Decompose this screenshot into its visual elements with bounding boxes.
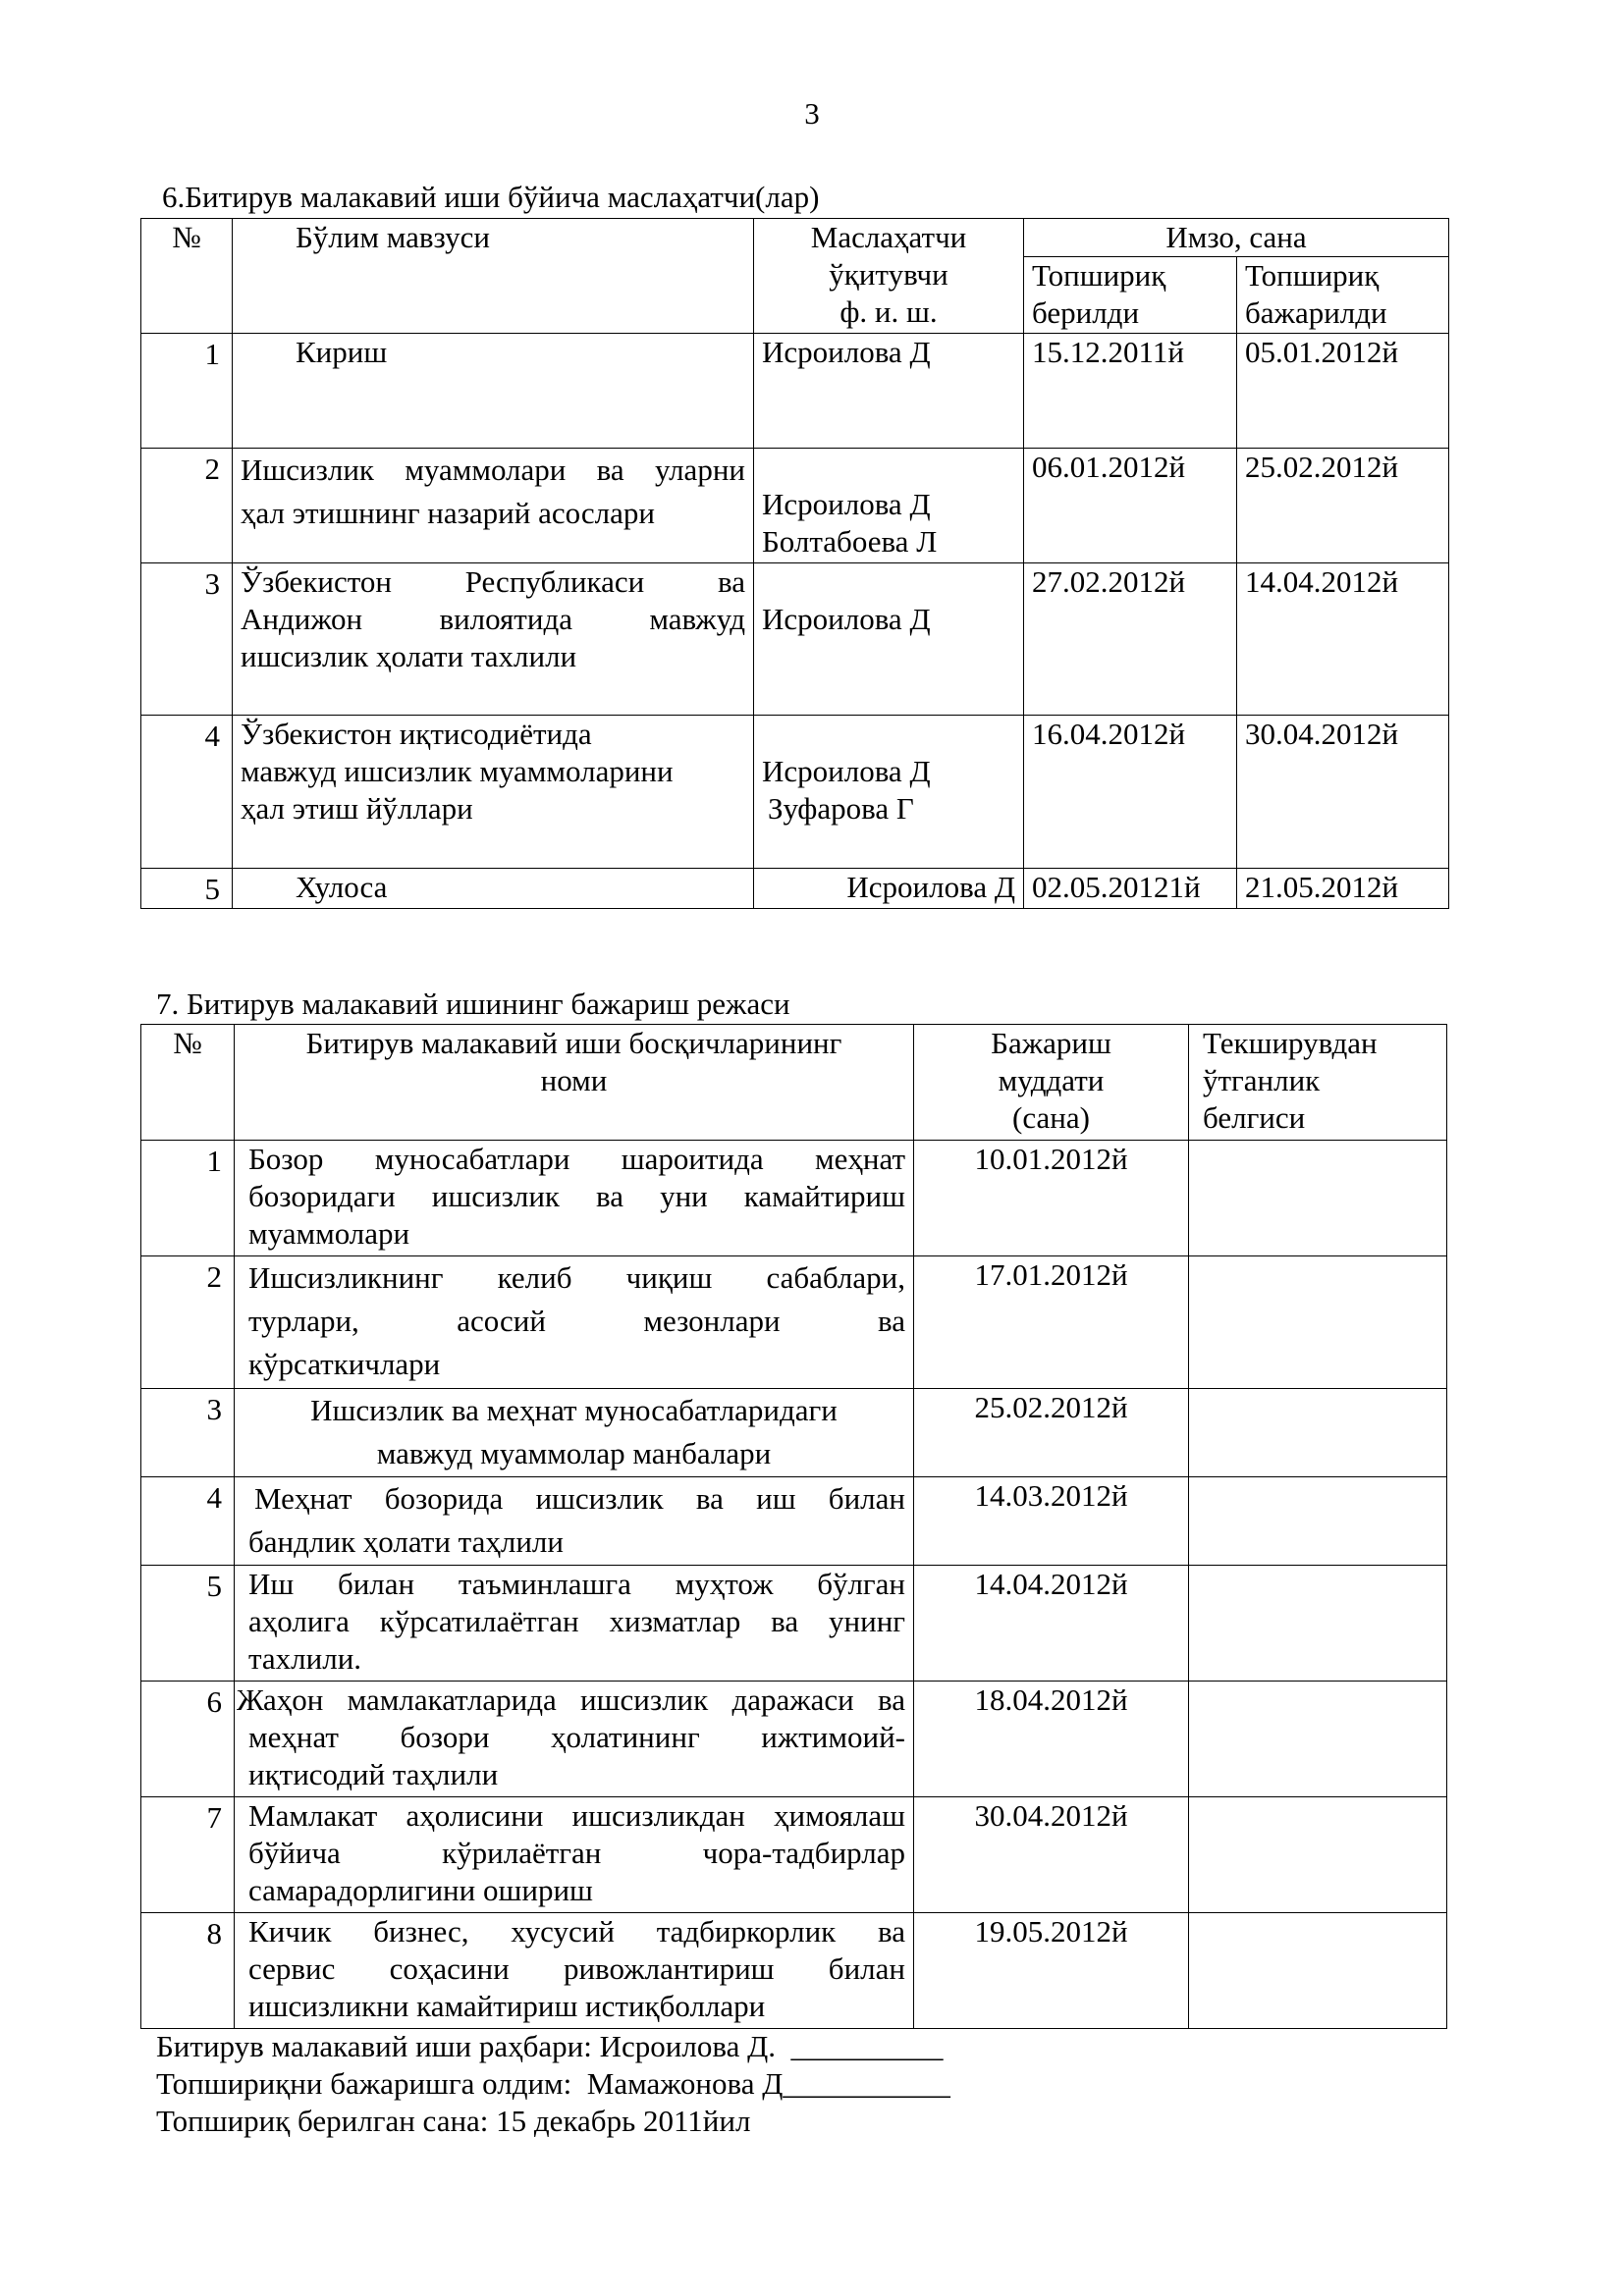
header-check: Текширувдан ўтганлик белгиси bbox=[1189, 1025, 1447, 1141]
header-signature: Имзо, сана bbox=[1024, 219, 1449, 257]
row-num: 8 bbox=[141, 1913, 235, 2029]
header-topic: Бўлим мавзуси bbox=[233, 219, 754, 334]
section-6-title: 6.Битирув малакавий иши бўйича маслаҳатчи(лар) bbox=[162, 180, 820, 214]
header-stage: Битирув малакавий иши босқичларининг номи bbox=[235, 1025, 914, 1141]
row-num: 6 bbox=[141, 1682, 235, 1797]
header-completed: Топшириқ бажарилди bbox=[1237, 257, 1449, 334]
table-row bbox=[141, 1566, 1447, 1682]
table-row bbox=[141, 1256, 1447, 1389]
row-topic: Хулоса bbox=[233, 869, 754, 909]
row-completed: 05.01.2012й bbox=[1237, 334, 1449, 449]
row-given: 16.04.2012й bbox=[1024, 716, 1237, 869]
row-num: 1 bbox=[141, 334, 233, 449]
row-stage: Ишсизликнинг келиб чиқиш сабаблари, турлари, асосий мезонлари ва кўрсаткичлари bbox=[235, 1256, 914, 1389]
row-check bbox=[1189, 1256, 1447, 1389]
row-deadline: 14.04.2012й bbox=[914, 1566, 1189, 1682]
accepted-line: Топшириқни бажаришга олдим: Мамажонова Д___________ bbox=[156, 2066, 950, 2101]
page-number: 3 bbox=[804, 96, 820, 131]
row-advisor: Исроилова Д bbox=[754, 334, 1024, 449]
row-advisor: Исроилова Д bbox=[754, 563, 1024, 716]
row-num: 5 bbox=[141, 869, 233, 909]
table-row bbox=[141, 334, 1449, 449]
row-completed: 21.05.2012й bbox=[1237, 869, 1449, 909]
row-check bbox=[1189, 1389, 1447, 1477]
row-topic: Кириш bbox=[233, 334, 754, 449]
row-advisor: Исроилова Д Болтабоева Л bbox=[754, 449, 1024, 563]
row-check bbox=[1189, 1913, 1447, 2029]
row-deadline: 14.03.2012й bbox=[914, 1477, 1189, 1566]
table-row bbox=[141, 1797, 1447, 1913]
table-row bbox=[141, 869, 1449, 909]
row-num: 2 bbox=[141, 449, 233, 563]
row-advisor: Исроилова Д Зуфарова Г bbox=[754, 716, 1024, 869]
row-num: 4 bbox=[141, 716, 233, 869]
row-completed: 30.04.2012й bbox=[1237, 716, 1449, 869]
row-stage: Кичик бизнес, хусусий тадбиркорлик ва сервис соҳасини ривожлантириш билан ишсизликни камайтириш истиқболлари bbox=[235, 1913, 914, 2029]
table-row bbox=[141, 716, 1449, 869]
row-given: 27.02.2012й bbox=[1024, 563, 1237, 716]
row-topic: Ўзбекистон Республикаси ва Андижон вилоятида мавжуд ишсизлик ҳолати тахлили bbox=[233, 563, 754, 716]
table-row bbox=[141, 1141, 1447, 1256]
row-topic: Ишсизлик муаммолари ва уларни ҳал этишнинг назарий асослари bbox=[233, 449, 754, 563]
row-deadline: 17.01.2012й bbox=[914, 1256, 1189, 1389]
row-stage: Ишсизлик ва меҳнат муносабатларидаги мавжуд муаммолар манбалари bbox=[235, 1389, 914, 1477]
row-check bbox=[1189, 1682, 1447, 1797]
row-num: 1 bbox=[141, 1141, 235, 1256]
row-num: 3 bbox=[141, 1389, 235, 1477]
row-check bbox=[1189, 1797, 1447, 1913]
table-row bbox=[141, 1913, 1447, 2029]
row-check bbox=[1189, 1477, 1447, 1566]
row-deadline: 10.01.2012й bbox=[914, 1141, 1189, 1256]
header-num: № bbox=[141, 1025, 235, 1141]
row-completed: 14.04.2012й bbox=[1237, 563, 1449, 716]
row-check bbox=[1189, 1566, 1447, 1682]
row-deadline: 30.04.2012й bbox=[914, 1797, 1189, 1913]
row-num: 4 bbox=[141, 1477, 235, 1566]
row-given: 06.01.2012й bbox=[1024, 449, 1237, 563]
table-row bbox=[141, 1682, 1447, 1797]
row-num: 3 bbox=[141, 563, 233, 716]
row-deadline: 19.05.2012й bbox=[914, 1913, 1189, 2029]
row-deadline: 18.04.2012й bbox=[914, 1682, 1189, 1797]
assignment-date-line: Топшириқ берилган сана: 15 декабрь 2011йил bbox=[156, 2104, 751, 2138]
row-stage: Мамлакат аҳолисини ишсизликдан ҳимоялаш бўйича кўрилаётган чора-тадбирлар самарадорлигини ошириш bbox=[235, 1797, 914, 1913]
header-advisor: Маслаҳатчи ўқитувчи ф. и. ш. bbox=[754, 219, 1024, 334]
row-stage: Жаҳон мамлакатларида ишсизлик даражаси ва меҳнат бозори ҳолатининг ижтимоий- иқтисодий таҳлили bbox=[235, 1682, 914, 1797]
row-num: 7 bbox=[141, 1797, 235, 1913]
row-stage: Бозор муносабатлари шароитида меҳнат бозоридаги ишсизлик ва уни камайтириш муаммолари bbox=[235, 1141, 914, 1256]
row-given: 15.12.2011й bbox=[1024, 334, 1237, 449]
table-row bbox=[141, 449, 1449, 563]
header-given: Топшириқ берилди bbox=[1024, 257, 1237, 334]
row-given: 02.05.20121й bbox=[1024, 869, 1237, 909]
row-topic: Ўзбекистон иқтисодиётида мавжуд ишсизлик муаммоларини ҳал этиш йўллари bbox=[233, 716, 754, 869]
plan-table bbox=[140, 1024, 1447, 2029]
table-row bbox=[141, 1477, 1447, 1566]
table-row bbox=[141, 1389, 1447, 1477]
header-num: № bbox=[141, 219, 233, 334]
supervisor-line: Битирув малакавий иши раҳбари: Исроилова Д. __________ bbox=[156, 2029, 944, 2063]
row-deadline: 25.02.2012й bbox=[914, 1389, 1189, 1477]
row-advisor: Исроилова Д bbox=[754, 869, 1024, 909]
section-7-title: 7. Битирув малакавий ишининг бажариш режаси bbox=[156, 987, 790, 1021]
row-num: 2 bbox=[141, 1256, 235, 1389]
row-completed: 25.02.2012й bbox=[1237, 449, 1449, 563]
table-row bbox=[141, 563, 1449, 716]
row-stage: Меҳнат бозорида ишсизлик ва иш билан бандлик ҳолати таҳлили bbox=[235, 1477, 914, 1566]
row-num: 5 bbox=[141, 1566, 235, 1682]
advisors-table bbox=[140, 218, 1449, 909]
row-stage: Иш билан таъминлашга муҳтож бўлган аҳолига кўрсатилаётган хизматлар ва унинг тахлили. bbox=[235, 1566, 914, 1682]
row-check bbox=[1189, 1141, 1447, 1256]
header-deadline: Бажариш муддати (сана) bbox=[914, 1025, 1189, 1141]
